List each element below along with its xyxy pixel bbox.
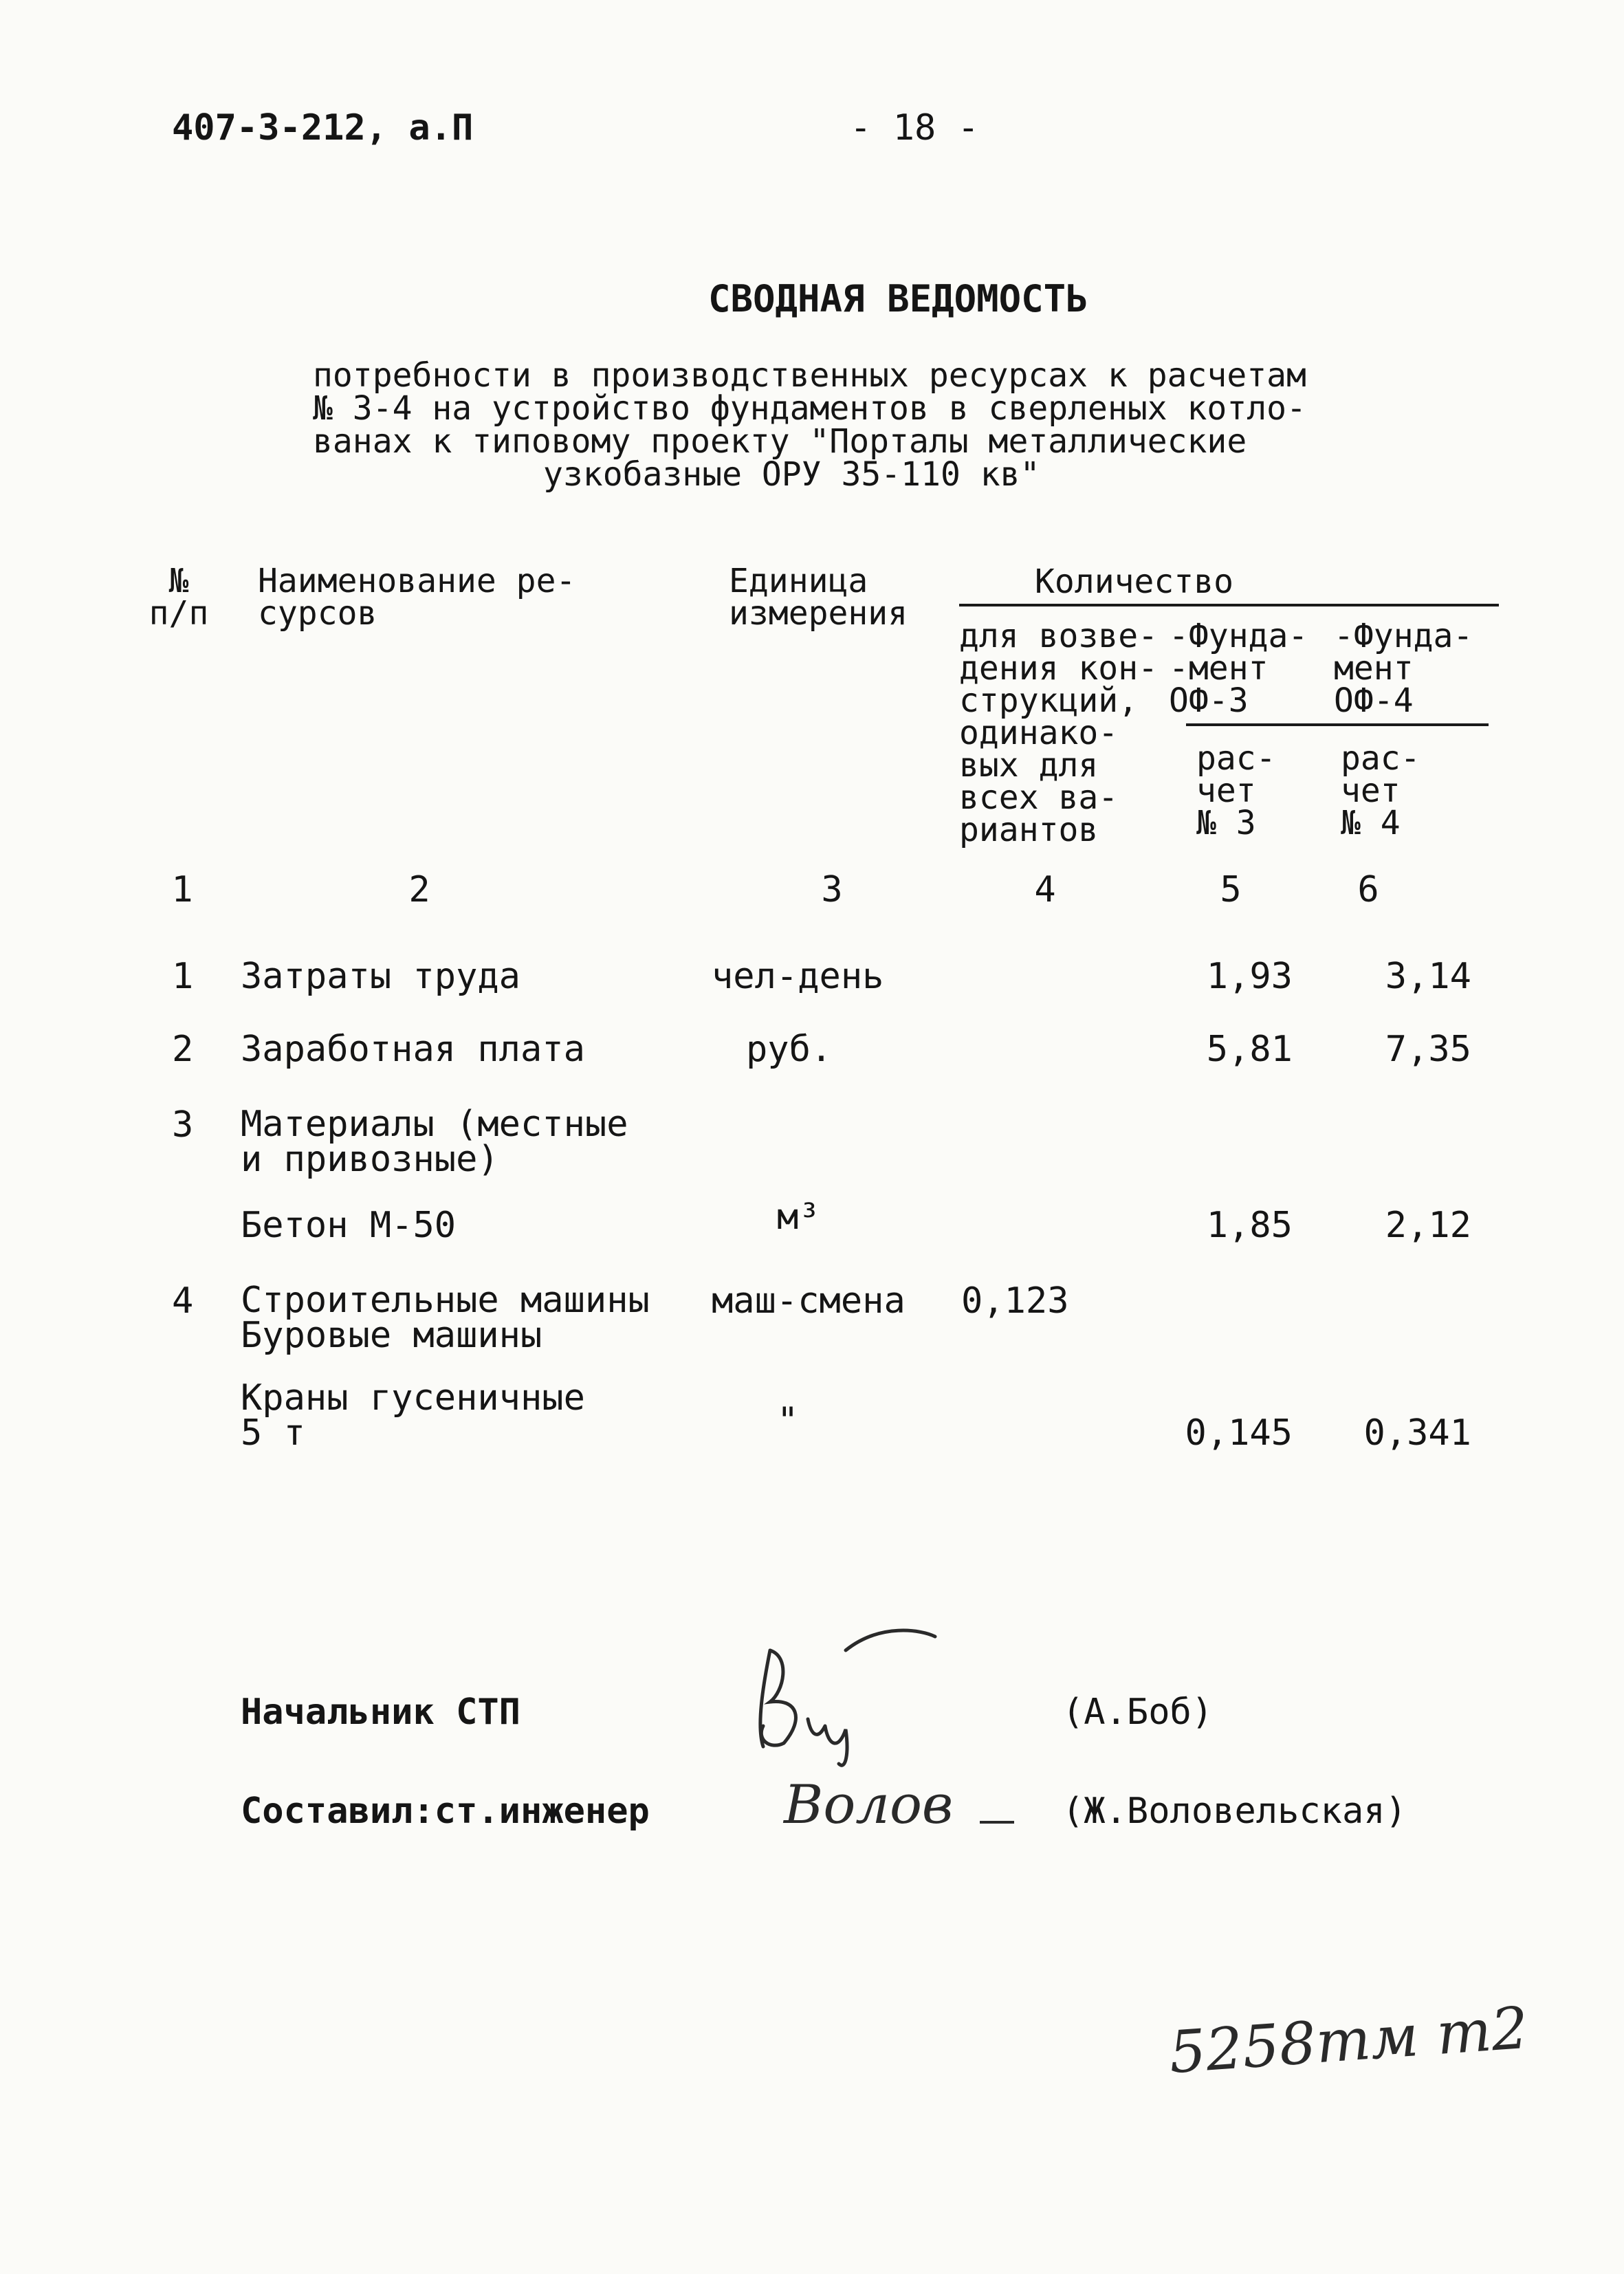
footer-handwritten-note: 5258тм т2 <box>1167 1993 1530 2087</box>
row-unit: м³ <box>777 1196 820 1238</box>
header-foundation-of4: -Фунда- мент ОФ-4 <box>1334 617 1473 721</box>
column-number: 3 <box>821 869 843 910</box>
header-calc-3: рас- чет № 3 <box>1196 739 1276 843</box>
header-foundation-of3: -Фунда- -мент ОФ-3 <box>1169 617 1308 721</box>
row-resource-name: Краны гусеничные 5 т <box>241 1377 585 1454</box>
row-resource-name: Затраты труда <box>241 956 520 997</box>
row-unit: маш-смена <box>712 1280 906 1322</box>
row-quantity-of4: 7,35 <box>1385 1029 1471 1070</box>
row-resource-name: Заработная плата <box>241 1029 585 1070</box>
row-quantity-of4: 2,12 <box>1385 1205 1471 1246</box>
document-code: 407-3-212, а.П <box>172 107 474 149</box>
row-unit: чел-день <box>712 956 884 997</box>
header-quantity: Количество <box>1035 562 1233 601</box>
row-quantity-common: 0,123 <box>961 1280 1069 1322</box>
document-title: СВОДНАЯ ВЕДОМОСТЬ <box>708 277 1088 320</box>
header-quantity-common: для возве- дения кон- струкций, одинако- вых для всех ва- риантов <box>959 617 1158 850</box>
header-calc-4: рас- чет № 4 <box>1341 739 1420 843</box>
header-unit: Единица измерения <box>729 562 908 633</box>
column-number: 1 <box>171 869 193 910</box>
subtitle-line: узкобазные ОРУ 35-110 кв" <box>543 455 1040 494</box>
row-unit: " <box>777 1400 799 1441</box>
row-resource-name: Бетон М-50 <box>241 1205 457 1246</box>
column-number: 2 <box>408 869 430 910</box>
signature-image <box>743 1609 949 1774</box>
row-quantity-of4: 3,14 <box>1385 956 1471 997</box>
signature-handwriting: Волов <box>784 1774 954 1836</box>
column-number: 5 <box>1220 869 1242 910</box>
signature-role: Начальник СТП <box>241 1692 520 1733</box>
header-num: № п/п <box>149 562 209 633</box>
column-number: 4 <box>1034 869 1056 910</box>
row-unit: руб. <box>746 1029 833 1070</box>
row-quantity-of4: 0,341 <box>1363 1412 1471 1454</box>
signature-name: (Ж.Воловельская) <box>1062 1791 1407 1832</box>
page-number: - 18 - <box>850 107 979 149</box>
column-number: 6 <box>1357 869 1379 910</box>
header-rule <box>1186 723 1489 726</box>
subtitle-line: № 3-4 на устройство фундаментов в сверленых котло- <box>313 389 1306 428</box>
row-number: 1 <box>172 956 194 997</box>
signature-name: (А.Боб) <box>1062 1692 1214 1733</box>
row-resource-name: Материалы (местные и привозные) <box>241 1104 628 1180</box>
row-resource-name: Строительные машины Буровые машины <box>241 1280 650 1356</box>
row-number: 3 <box>172 1104 194 1146</box>
row-quantity-of3: 5,81 <box>1206 1029 1293 1070</box>
subtitle-line: потребности в производственных ресурсах к расчетам <box>313 356 1306 395</box>
header-name: Наименование ре- сурсов <box>258 562 576 633</box>
subtitle-line: ванах к типовому проекту "Порталы металлические <box>313 422 1247 461</box>
signature-underline <box>976 1815 1018 1829</box>
row-number: 4 <box>172 1280 194 1322</box>
row-number: 2 <box>172 1029 194 1070</box>
row-quantity-of3: 0,145 <box>1185 1412 1293 1454</box>
row-quantity-of3: 1,93 <box>1206 956 1293 997</box>
signature-role: Составил:ст.инженер <box>241 1791 650 1832</box>
row-quantity-of3: 1,85 <box>1206 1205 1293 1246</box>
header-rule <box>959 604 1499 606</box>
